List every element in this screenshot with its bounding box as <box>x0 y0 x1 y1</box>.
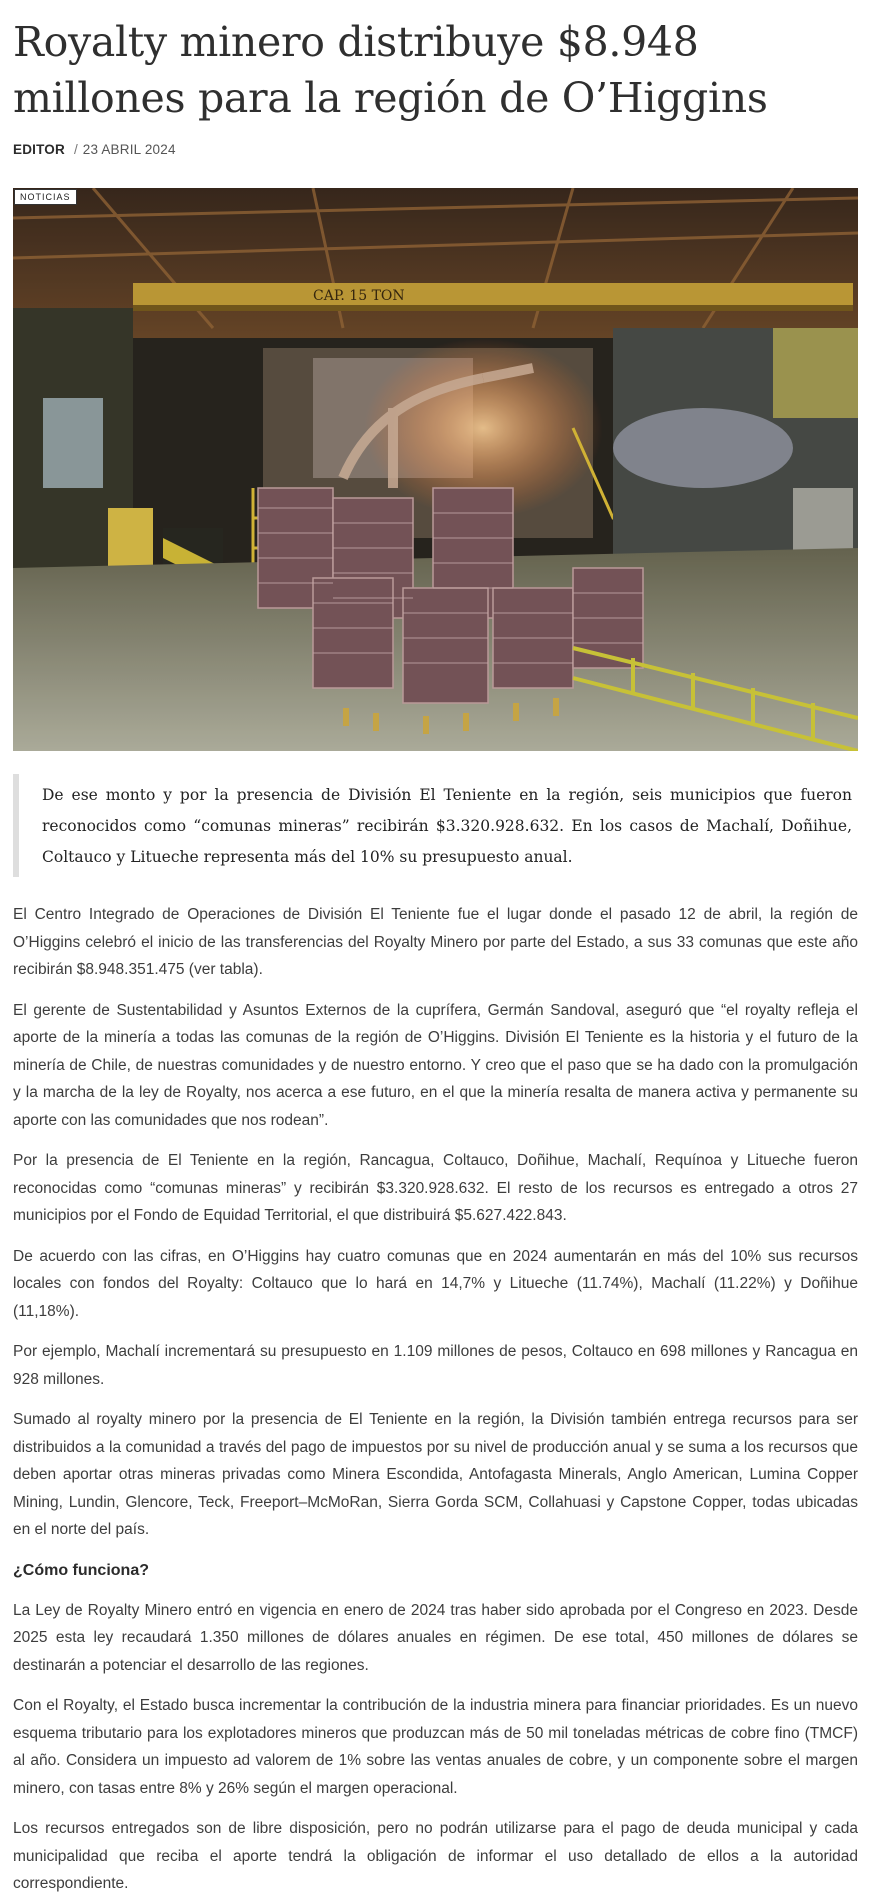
paragraph: De acuerdo con las cifras, en O’Higgins hay cuatro comunas que en 2024 aumentarán en más del 10% sus recursos locales con fondos del Royalty: Coltauco que lo hará en 14,7% y Litueche (11.74%), Machalí (11.22%) y Doñihue (11,18%). <box>13 1247 858 1320</box>
paragraph: Los recursos entregados son de libre disposición, pero no podrán utilizarse para el pago de deuda municipal y cada municipalidad que reciba el aporte tendrá la obligación de informar el uso detallado de ellos a la autoridad correspondiente. <box>13 1820 858 1892</box>
paragraph: Sumado al royalty minero por la presencia de El Teniente en la región, la División también entrega recursos para ser distribuidos a la comunidad a través del pago de impuestos por su nivel de producción anual y se suma a los recursos que deben aportar otras mineras privadas como Minera Escondida, Antofagasta Minerals, Anglo American, Lumina Copper Mining, Lundin, Glencore, Teck, Freeport–McMoRan, Sierra Gorda SCM, Collahuasi y Capstone Copper, todas ubicadas en el norte del país. <box>13 1411 858 1538</box>
publish-date: 23 ABRIL 2024 <box>82 142 176 157</box>
crane-label: CAP. 15 TON <box>313 288 405 304</box>
article-body <box>13 901 858 1898</box>
article-title: Royalty minero distribuye $8.948 millones para la región de O’Higgins <box>13 18 768 122</box>
author-link[interactable]: EDITOR <box>13 142 65 157</box>
lead-quote: De ese monto y por la presencia de División El Teniente en la región, seis municipios que fueron reconocidos como “comunas mineras” recibirán $3.320.928.632. En los casos de Machalí, Doñihue, Coltauco y Litueche representa más del 10% su presupuesto anual. <box>13 774 852 877</box>
paragraph: El Centro Integrado de Operaciones de División El Teniente fue el lugar donde el pasado 12 de abril, la región de O’Higgins celebró el inicio de las transferencias del Royalty Minero por parte del Estado, a sus 33 comunas que este año recibirán $8.948.351.475 (ver tabla). <box>13 906 858 978</box>
paragraph: Por la presencia de El Teniente en la región, Rancagua, Coltauco, Doñihue, Machalí, Requínoa y Litueche fueron reconocidas como “comunas mineras” y recibirán $3.320.928.632. El resto de los recursos es entregado a otros 27 municipios por el Fondo de Equidad Territorial, el que distribuirá $5.627.422.843. <box>13 1152 858 1224</box>
meta-separator: / <box>73 142 78 157</box>
featured-image <box>13 188 858 751</box>
paragraph: Con el Royalty, el Estado busca incrementar la contribución de la industria minera para financiar prioridades. Es un nuevo esquema tributario para los explotadores mineros que produzcan más de 50 mil toneladas métricas de cobre fino (TMCF) al año. Considera un impuesto ad valorem de 1% sobre las ventas anuales de cobre, y un componente sobre el margen minero, con tasas entre 8% y 26% según el margen operacional. <box>13 1697 858 1797</box>
mining-plant-image <box>13 188 858 751</box>
article-meta <box>13 142 858 157</box>
paragraph: Por ejemplo, Machalí incrementará su presupuesto en 1.109 millones de pesos, Coltauco en 698 millones y Rancagua en 928 millones. <box>13 1343 858 1388</box>
paragraph: El gerente de Sustentabilidad y Asuntos Externos de la cuprífera, Germán Sandoval, aseguró que “el royalty refleja el aporte de la minería a todas las comunas de la región de O’Higgins. División El Teniente es la historia y el futuro de la minería de Chile, de nuestras comunidades y de nuestro entorno. Y creo que el paso que se ha dado con la promulgación y la marcha de la ley de Royalty, nos acerca a ese futuro, en el que la minería resalta de manera activa y permanente su aporte con las comunidades que nos rodean”. <box>13 1001 858 1129</box>
category-badge[interactable]: NOTICIAS <box>14 189 77 205</box>
section-subheading: ¿Cómo funciona? <box>13 1561 149 1579</box>
paragraph: La Ley de Royalty Minero entró en vigencia en enero de 2024 tras haber sido aprobada por el Congreso en 2023. Desde 2025 esta ley recaudará 1.350 millones de dólares anuales en régimen. De ese total, 450 millones de dólares se destinarán a potenciar el desarrollo de las regiones. <box>13 1601 858 1674</box>
